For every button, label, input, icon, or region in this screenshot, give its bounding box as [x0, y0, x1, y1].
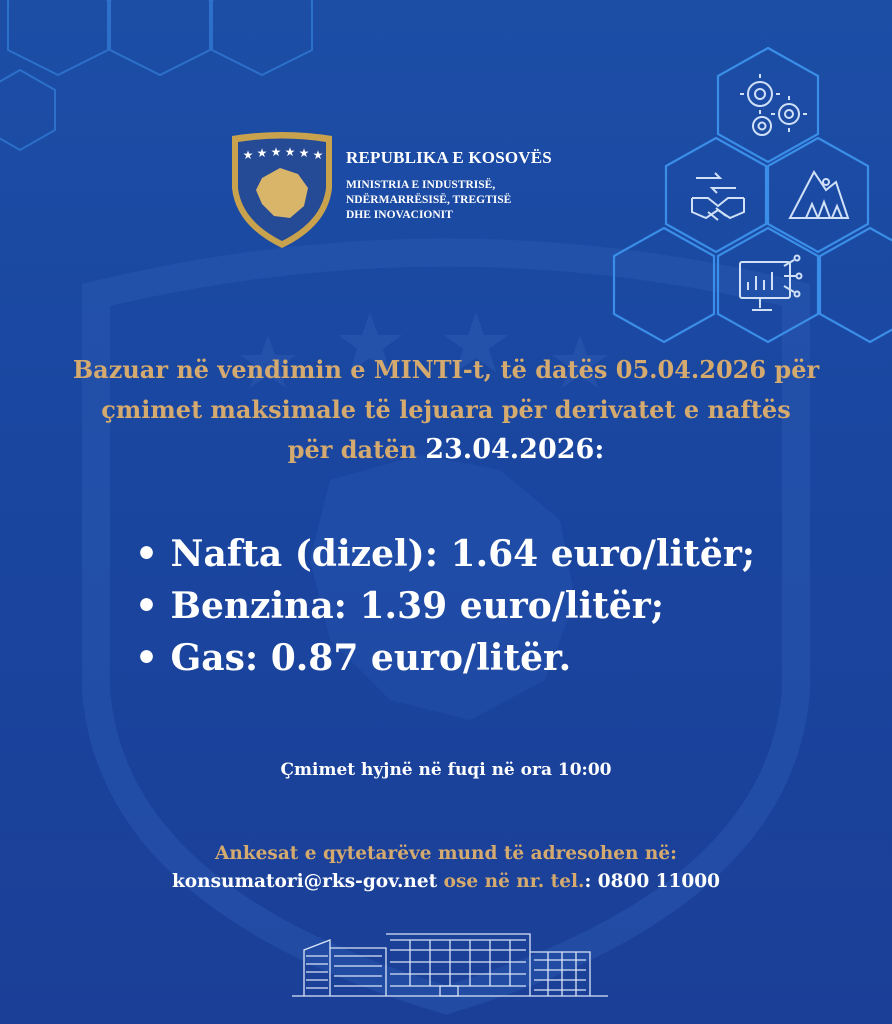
svg-text:★: ★: [298, 146, 310, 160]
notice-date: 23.04.2026:: [425, 434, 605, 465]
svg-text:★: ★: [312, 148, 324, 162]
contact-phone[interactable]: : 0800 11000: [584, 871, 721, 892]
ministry-header: [228, 130, 608, 250]
republic-title: REPUBLIKA E KOSOVËS: [346, 148, 552, 167]
price-diesel: • Nafta (dizel): 1.64 euro/litër;: [135, 528, 755, 580]
government-building-illustration: [290, 930, 610, 1000]
ministry-name: [346, 148, 552, 223]
price-gas: • Gas: 0.87 euro/litër.: [135, 632, 755, 684]
notice-line-3: për datën 23.04.2026:: [287, 434, 605, 465]
analytics-monitor-icon: [740, 256, 802, 311]
svg-text:★: ★: [256, 146, 268, 160]
kosovo-coat-of-arms: [228, 130, 336, 250]
notice-line-1: Bazuar në vendimin e MINTI-t, të datës 05.04.2026 për: [72, 355, 820, 384]
notice-line-2: çmimet maksimale të lejuara për derivatet e naftës: [101, 395, 791, 424]
effective-time: Çmimet hyjnë në fuqi në ora 10:00: [280, 760, 612, 780]
svg-text:★: ★: [284, 145, 296, 159]
price-list: [135, 528, 755, 684]
gears-icon: [740, 74, 807, 135]
price-petrol: • Benzina: 1.39 euro/litër;: [135, 580, 755, 632]
handshake-icon: [692, 173, 744, 220]
notice-headline: [0, 350, 892, 470]
contact-email[interactable]: konsumatori@rks-gov.net: [171, 871, 438, 892]
contact-line: konsumatori@rks-gov.net ose në nr. tel.: 0800 11000: [171, 871, 721, 892]
svg-text:★: ★: [270, 145, 282, 159]
ministry-title: MINISTRIA E INDUSTRISË, NDËRMARRËSISË, TREGTISË DHE INOVACIONIT: [346, 179, 512, 221]
complaints-contact: [0, 840, 892, 896]
mountain-trees-icon: [790, 172, 848, 218]
svg-text:★: ★: [242, 148, 254, 162]
complaints-line: Ankesat e qytetarëve mund të adresohen në:: [215, 843, 677, 864]
